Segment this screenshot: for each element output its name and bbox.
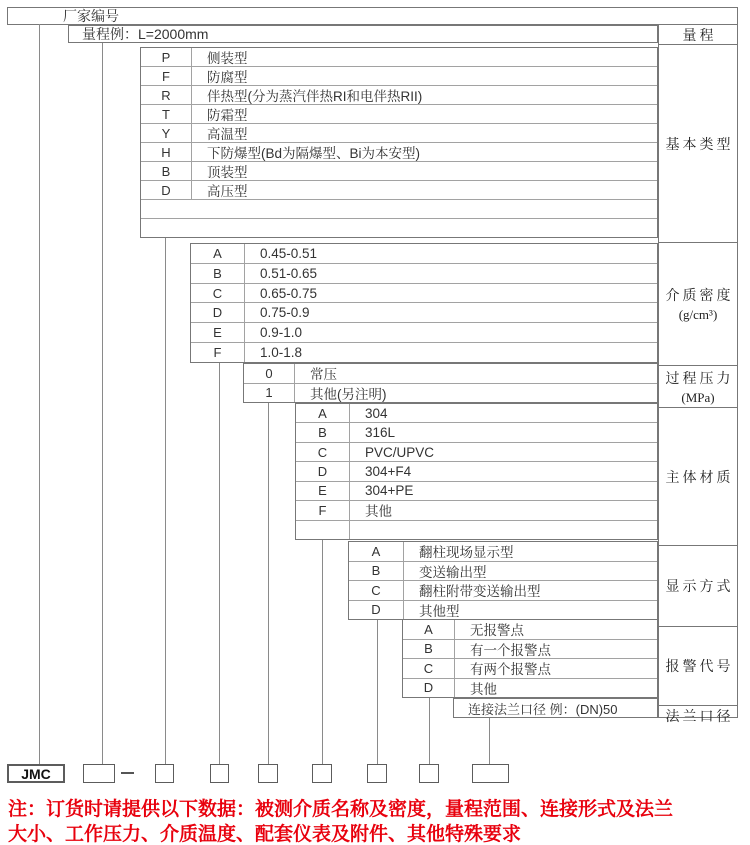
code-cell: C xyxy=(403,659,455,678)
label-material: 主体材质 xyxy=(659,408,737,546)
desc-cell: 0.51-0.65 xyxy=(260,265,318,281)
desc-cell xyxy=(191,200,657,218)
code-cell xyxy=(141,200,191,218)
desc-cell: 其他型 xyxy=(419,603,460,619)
code-cell: P xyxy=(141,48,192,66)
range-example-box xyxy=(68,25,658,43)
code-cell: Y xyxy=(141,124,192,142)
label-basic-type: 基本类型 xyxy=(659,45,737,243)
code-box-density xyxy=(210,764,229,783)
desc-cell: 有一个报警点 xyxy=(470,642,551,658)
table-row xyxy=(141,86,657,105)
desc-cell: 变送输出型 xyxy=(419,564,487,580)
code-cell xyxy=(296,521,350,539)
connector-line-basic-type xyxy=(165,238,166,764)
desc-cell: 无报警点 xyxy=(470,623,524,639)
category-label-column xyxy=(658,24,738,725)
code-cell: F xyxy=(296,501,350,519)
code-cell: D xyxy=(403,679,455,698)
desc-cell: 304 xyxy=(365,405,388,421)
table-row xyxy=(454,699,657,717)
desc-cell: 翻柱附带变送输出型 xyxy=(419,584,541,600)
desc-cell: 顶装型 xyxy=(207,165,248,180)
code-cell: B xyxy=(349,562,404,581)
code-box-flange xyxy=(472,764,509,783)
code-cell: E xyxy=(296,482,350,500)
code-cell: B xyxy=(191,264,245,283)
flange-row xyxy=(453,698,658,718)
code-cell: C xyxy=(349,581,404,600)
code-cell: C xyxy=(296,443,350,461)
table-row xyxy=(349,601,657,620)
code-cell: A xyxy=(296,404,350,422)
table-row xyxy=(296,482,657,501)
connector-line-pressure xyxy=(268,403,269,764)
connector-line-alarm xyxy=(429,698,430,764)
table-row xyxy=(191,284,657,304)
code-cell: 0 xyxy=(244,364,295,383)
label-range: 量程 xyxy=(659,25,737,45)
code-cell: A xyxy=(191,244,245,263)
table-row xyxy=(349,581,657,601)
desc-cell: 有两个报警点 xyxy=(470,662,551,678)
table-row xyxy=(296,423,657,442)
desc-cell xyxy=(191,219,657,237)
desc-cell: 防腐型 xyxy=(207,70,248,85)
table-row xyxy=(403,679,657,698)
desc-cell: 其他 xyxy=(365,504,392,520)
desc-cell: 304+F4 xyxy=(365,463,412,479)
material-table xyxy=(295,403,658,540)
code-box-pressure xyxy=(258,764,278,783)
code-cell: F xyxy=(191,343,245,362)
table-row xyxy=(141,105,657,124)
code-cell: R xyxy=(141,86,192,104)
desc-cell xyxy=(350,521,657,539)
connector-line-flange xyxy=(489,718,490,764)
desc-cell: 其他(另注明) xyxy=(310,386,387,402)
label-display: 显示方式 xyxy=(659,546,737,627)
desc-cell: 常压 xyxy=(310,367,337,383)
table-row xyxy=(141,143,657,162)
desc-cell: 304+PE xyxy=(365,483,414,499)
table-row xyxy=(191,343,657,362)
table-row xyxy=(349,562,657,582)
label-density: 介质密度 (g/cm³) xyxy=(659,243,737,366)
table-row xyxy=(141,181,657,200)
table-row xyxy=(403,659,657,679)
pressure-table xyxy=(243,363,658,403)
label-alarm: 报警代号 xyxy=(659,627,737,706)
code-cell: D xyxy=(296,462,350,480)
desc-cell: 高温型 xyxy=(207,127,248,142)
code-cell: H xyxy=(141,143,192,161)
code-cell: T xyxy=(141,105,192,123)
code-box-display xyxy=(367,764,387,783)
connector-line-range xyxy=(102,43,103,764)
desc-cell: 防霜型 xyxy=(207,108,248,123)
manufacturer-code-label: 厂家编号 xyxy=(63,8,119,24)
display-table xyxy=(348,541,658,620)
ordering-note xyxy=(8,797,748,845)
code-cell: F xyxy=(141,67,192,85)
table-row xyxy=(349,542,657,562)
ordering-note-line1: 注：订货时请提供以下数据：被测介质名称及密度，量程范围、连接形式及法兰 xyxy=(8,799,674,820)
desc-cell: 高压型 xyxy=(207,184,248,199)
code-cell: B xyxy=(403,640,455,659)
flange-text: 连接法兰口径 例：(DN)50 xyxy=(468,701,618,717)
desc-cell: 其他 xyxy=(470,681,497,697)
code-cell: D xyxy=(349,601,404,620)
desc-cell: 0.45-0.51 xyxy=(260,245,318,261)
table-row xyxy=(403,620,657,640)
code-cell: E xyxy=(191,323,245,342)
desc-cell: 0.9-1.0 xyxy=(260,325,303,341)
code-cell: D xyxy=(191,303,245,322)
ordering-note-line2: 大小、工作压力、介质温度、配套仪表及附件、其他特殊要求 xyxy=(8,824,522,845)
table-row xyxy=(296,404,657,423)
desc-cell: PVC/UPVC xyxy=(365,444,435,460)
desc-cell: 翻柱现场显示型 xyxy=(419,545,514,561)
table-row xyxy=(141,67,657,86)
table-row xyxy=(244,384,657,403)
model-prefix-box: JMC xyxy=(7,764,65,783)
desc-cell: 0.75-0.9 xyxy=(260,305,310,321)
desc-cell: 侧装型 xyxy=(207,51,248,66)
desc-cell: 下防爆型(Bd为隔爆型、Bi为本安型) xyxy=(207,146,421,161)
table-row xyxy=(141,48,657,67)
table-row xyxy=(191,244,657,264)
table-row-empty xyxy=(296,521,657,539)
table-row xyxy=(191,303,657,323)
connector-line-display xyxy=(377,620,378,764)
desc-cell: 1.0-1.8 xyxy=(260,345,303,361)
code-cell: 1 xyxy=(244,384,295,403)
connector-line-material xyxy=(322,540,323,764)
desc-cell: 0.65-0.75 xyxy=(260,285,318,301)
label-pressure: 过程压力 (MPa) xyxy=(659,366,737,408)
table-row xyxy=(191,264,657,284)
table-row xyxy=(244,364,657,384)
desc-cell: 伴热型(分为蒸汽伴热RI和电伴热RII) xyxy=(207,89,423,104)
code-box-alarm xyxy=(419,764,439,783)
table-row xyxy=(191,323,657,343)
table-row-empty xyxy=(141,200,657,219)
code-cell: C xyxy=(191,284,245,303)
code-cell: D xyxy=(141,181,192,199)
code-box-basic-type xyxy=(155,764,174,783)
code-cell: B xyxy=(296,423,350,441)
dash-separator xyxy=(121,772,134,774)
table-row-empty xyxy=(141,219,657,237)
density-table xyxy=(190,243,658,363)
basic-type-table xyxy=(140,47,658,238)
table-row xyxy=(141,124,657,143)
table-row xyxy=(296,443,657,462)
desc-cell: 316L xyxy=(365,425,396,441)
code-cell: A xyxy=(403,620,455,639)
connector-line-manufacturer xyxy=(39,24,40,765)
manufacturer-code-box xyxy=(7,7,738,25)
code-box-range xyxy=(83,764,115,783)
connector-line-density xyxy=(219,363,220,764)
range-example-label: 量程例：L=2000mm xyxy=(82,26,209,42)
label-flange: 法兰口径 xyxy=(665,710,734,725)
table-row xyxy=(296,462,657,481)
code-box-material xyxy=(312,764,332,783)
table-row xyxy=(141,162,657,181)
alarm-table xyxy=(402,619,658,698)
table-row xyxy=(403,640,657,660)
code-cell xyxy=(141,219,191,237)
code-cell: A xyxy=(349,542,404,561)
code-cell: B xyxy=(141,162,192,180)
table-row xyxy=(296,501,657,520)
